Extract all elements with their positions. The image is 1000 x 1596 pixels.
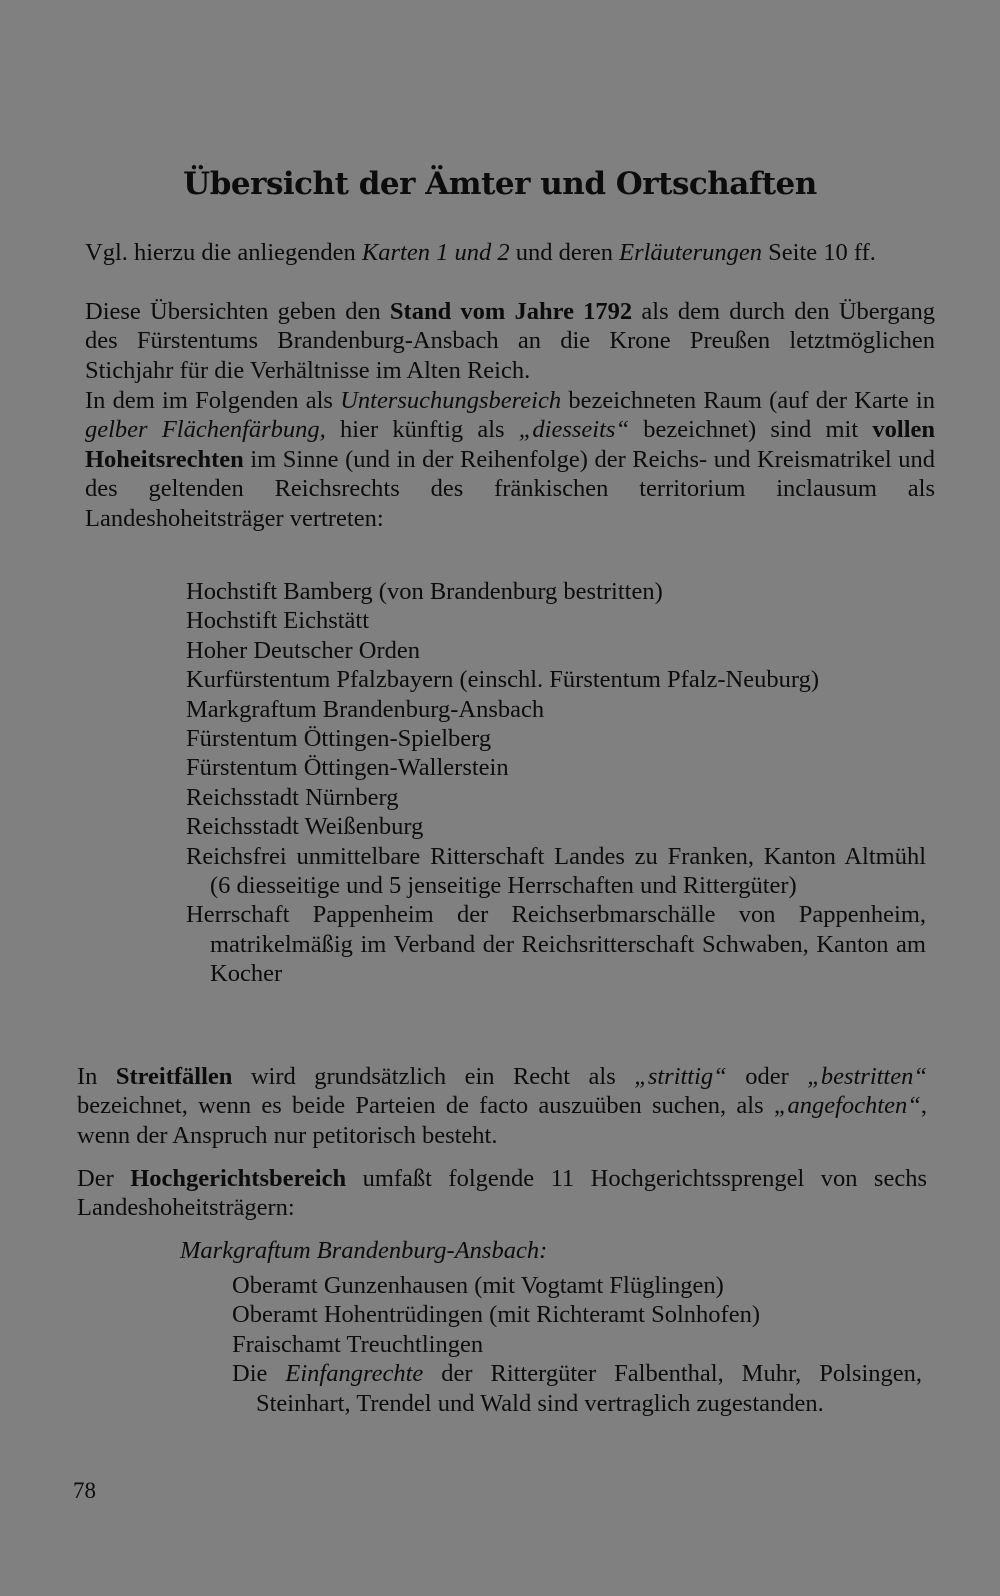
list-item: Hoher Deutscher Orden (186, 636, 421, 664)
intro-paragraph: Vgl. hierzu die anliegenden Karten 1 und 2 und deren Erläuterungen Seite 10 ff. (85, 239, 876, 266)
hochgericht-paragraph: Der Hochgerichtsbereich umfaßt folgende 11 Hochgerichtssprengel von sechs Landeshoheitsträgern: (77, 1165, 927, 1222)
list-item: Fraischamt Treuchtlingen (232, 1330, 484, 1358)
territory-list (186, 577, 926, 989)
page-number: 78 (73, 1478, 96, 1503)
list-item: Hochstift Bamberg (von Brandenburg bestritten) (186, 578, 663, 605)
list-item: Markgraftum Brandenburg-Ansbach (186, 695, 545, 723)
list-item: Reichsfrei unmittelbare Ritterschaft Landes zu Franken, Kanton Altmühl (6 diesseitige und 5 jenseitige Herrschaften und Rittergüter) (186, 842, 926, 900)
streitfaelle-paragraph: In Streitfällen wird grundsätzlich ein Recht als „strittig“ oder „bestritten“ bezeichnet, wenn es beide Parteien de facto auszuüben suchen, als „angefochten“, wenn der Anspruch nur petitorisch besteht. (77, 1063, 927, 1149)
list-item: Oberamt Gunzenhausen (mit Vogtamt Flüglingen) (232, 1272, 724, 1299)
list-item: Die Einfangrechte der Rittergüter Falbenthal, Muhr, Polsingen, Steinhart, Trendel und Wald sind vertraglich zugestanden. (232, 1360, 922, 1417)
markgraftum-heading: Markgraftum Brandenburg-Ansbach: (180, 1237, 548, 1264)
list-item: Reichsstadt Nürnberg (186, 783, 399, 811)
list-item: Hochstift Eichstätt (186, 607, 370, 635)
list-item: Fürstentum Öttingen-Wallerstein (186, 754, 509, 782)
untersuchungsbereich-paragraph: In dem im Folgenden als Untersuchungsbereich bezeichneten Raum (auf der Karte in gelber Flächenfärbung, hier künftig als „diesseits“ bezeichnet) sind mit vollen Hoheitsrechten im Sinne (und in der Reihenfolge) der Reichs- und Kreismatrikel und des geltenden Reichsrechts des fränkischen territorium inclausum als Landeshoheitsträger vertreten: (85, 387, 936, 532)
list-item: Kurfürstentum Pfalzbayern (einschl. Fürstentum Pfalz-Neuburg) (186, 666, 819, 694)
list-item: Reichsstadt Weißenburg (186, 813, 424, 841)
list-item: Herrschaft Pappenheim der Reichserbmarschälle von Pappenheim, matrikelmäßig im Verband der Reichsritterschaft Schwaben, Kanton am Kocher (186, 901, 926, 988)
stand-paragraph: Diese Übersichten geben den Stand vom Jahre 1792 als dem durch den Übergang des Fürstentums Brandenburg-Ansbach an die Krone Preußen letztmöglichen Stichjahr für die Verhältnisse im Alten Reich. (85, 298, 935, 384)
aemter-list (232, 1271, 922, 1418)
list-item: Oberamt Hohentrüdingen (mit Richteramt Solnhofen) (232, 1301, 760, 1329)
page-title: Übersicht der Ämter und Ortschaften (183, 166, 817, 202)
list-item: Fürstentum Öttingen-Spielberg (186, 725, 492, 753)
